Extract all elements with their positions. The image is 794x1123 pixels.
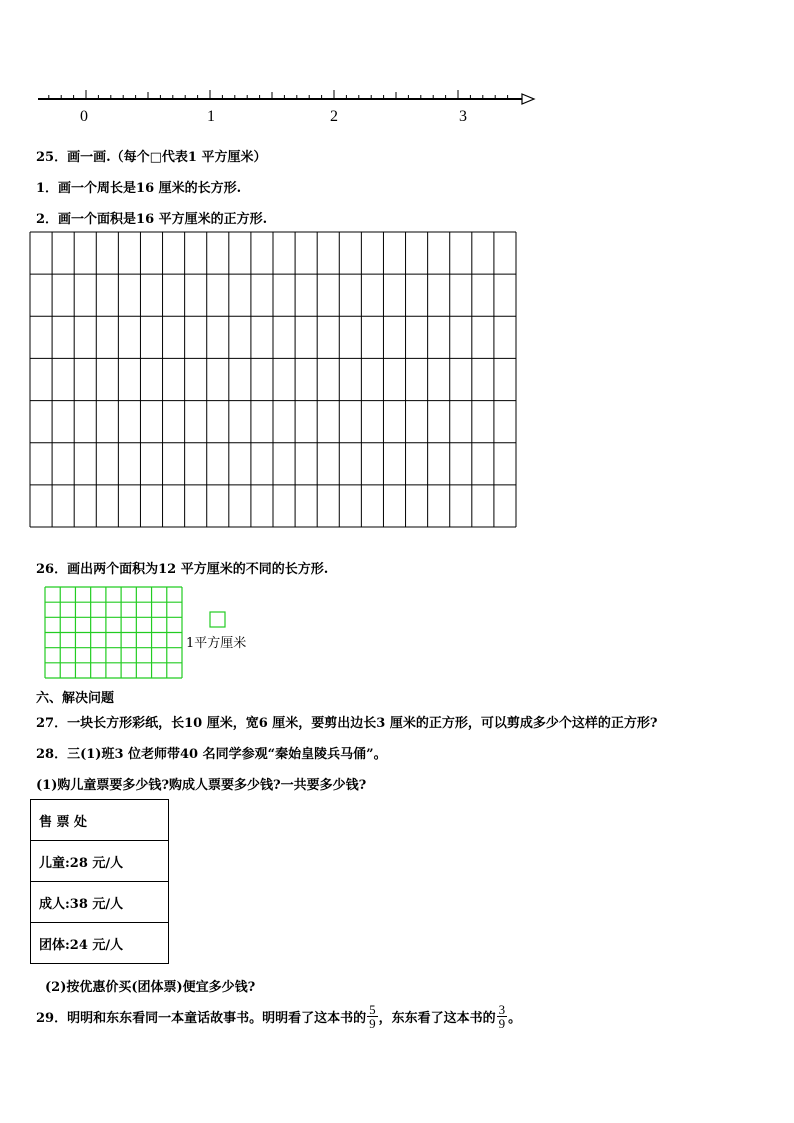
fraction-numerator: 5	[369, 1002, 376, 1017]
fraction-denominator: 9	[498, 1016, 506, 1031]
child-price: 儿童:28 元/人	[31, 841, 169, 882]
q28-part-1: (1)购儿童票要多少钱?购成人票要多少钱?一共要多少钱?	[36, 778, 367, 793]
number-line-label-2: 2	[330, 108, 338, 125]
ticket-price-table	[30, 799, 169, 964]
ticket-office-header: 售 票 处	[31, 800, 169, 841]
q25-item-2: 2．画一个面积是16 平方厘米的正方形.	[36, 212, 268, 227]
unit-square-label: 1平方厘米	[186, 636, 247, 651]
fraction-3-9	[497, 1003, 508, 1030]
fraction-numerator: 3	[498, 1002, 506, 1017]
q29-text	[36, 1003, 521, 1030]
q25-title: 25．画一画.（每个□代表1 平方厘米）	[36, 150, 267, 165]
q29-text-c: 。	[508, 1011, 522, 1026]
unit-square-icon	[209, 611, 227, 629]
section-6-title: 六、解决问题	[36, 691, 115, 706]
q25-drawing-grid[interactable]	[29, 231, 517, 528]
group-price: 团体:24 元/人	[31, 923, 169, 964]
table-row	[31, 841, 169, 882]
q27-text: 27．一块长方形彩纸，长10 厘米，宽6 厘米，要剪出边长3 厘米的正方形，可以剪成多少个这样的正方形?	[36, 716, 658, 731]
adult-price: 成人:38 元/人	[31, 882, 169, 923]
fraction-5-9	[367, 1003, 378, 1030]
q29-text-a: 29．明明和东东看同一本童话故事书。明明看了这本书的	[36, 1011, 367, 1026]
q25-item-1: 1．画一个周长是16 厘米的长方形.	[36, 181, 242, 196]
q26-green-grid[interactable]	[44, 586, 184, 680]
table-row	[31, 882, 169, 923]
fraction-denominator: 9	[369, 1016, 376, 1031]
q28-part-2: (2)按优惠价买(团体票)便宜多少钱?	[45, 980, 256, 995]
table-row	[31, 800, 169, 841]
number-line-label-0: 0	[80, 108, 88, 125]
q29-text-b: ，东东看了这本书的	[378, 1011, 496, 1026]
q26-title: 26．画出两个面积为12 平方厘米的不同的长方形.	[36, 562, 329, 577]
number-line-label-1: 1	[207, 108, 215, 125]
q28-title: 28．三(1)班3 位老师带40 名同学参观“秦始皇陵兵马俑”。	[36, 747, 387, 762]
number-line-label-3: 3	[459, 108, 467, 125]
table-row	[31, 923, 169, 964]
